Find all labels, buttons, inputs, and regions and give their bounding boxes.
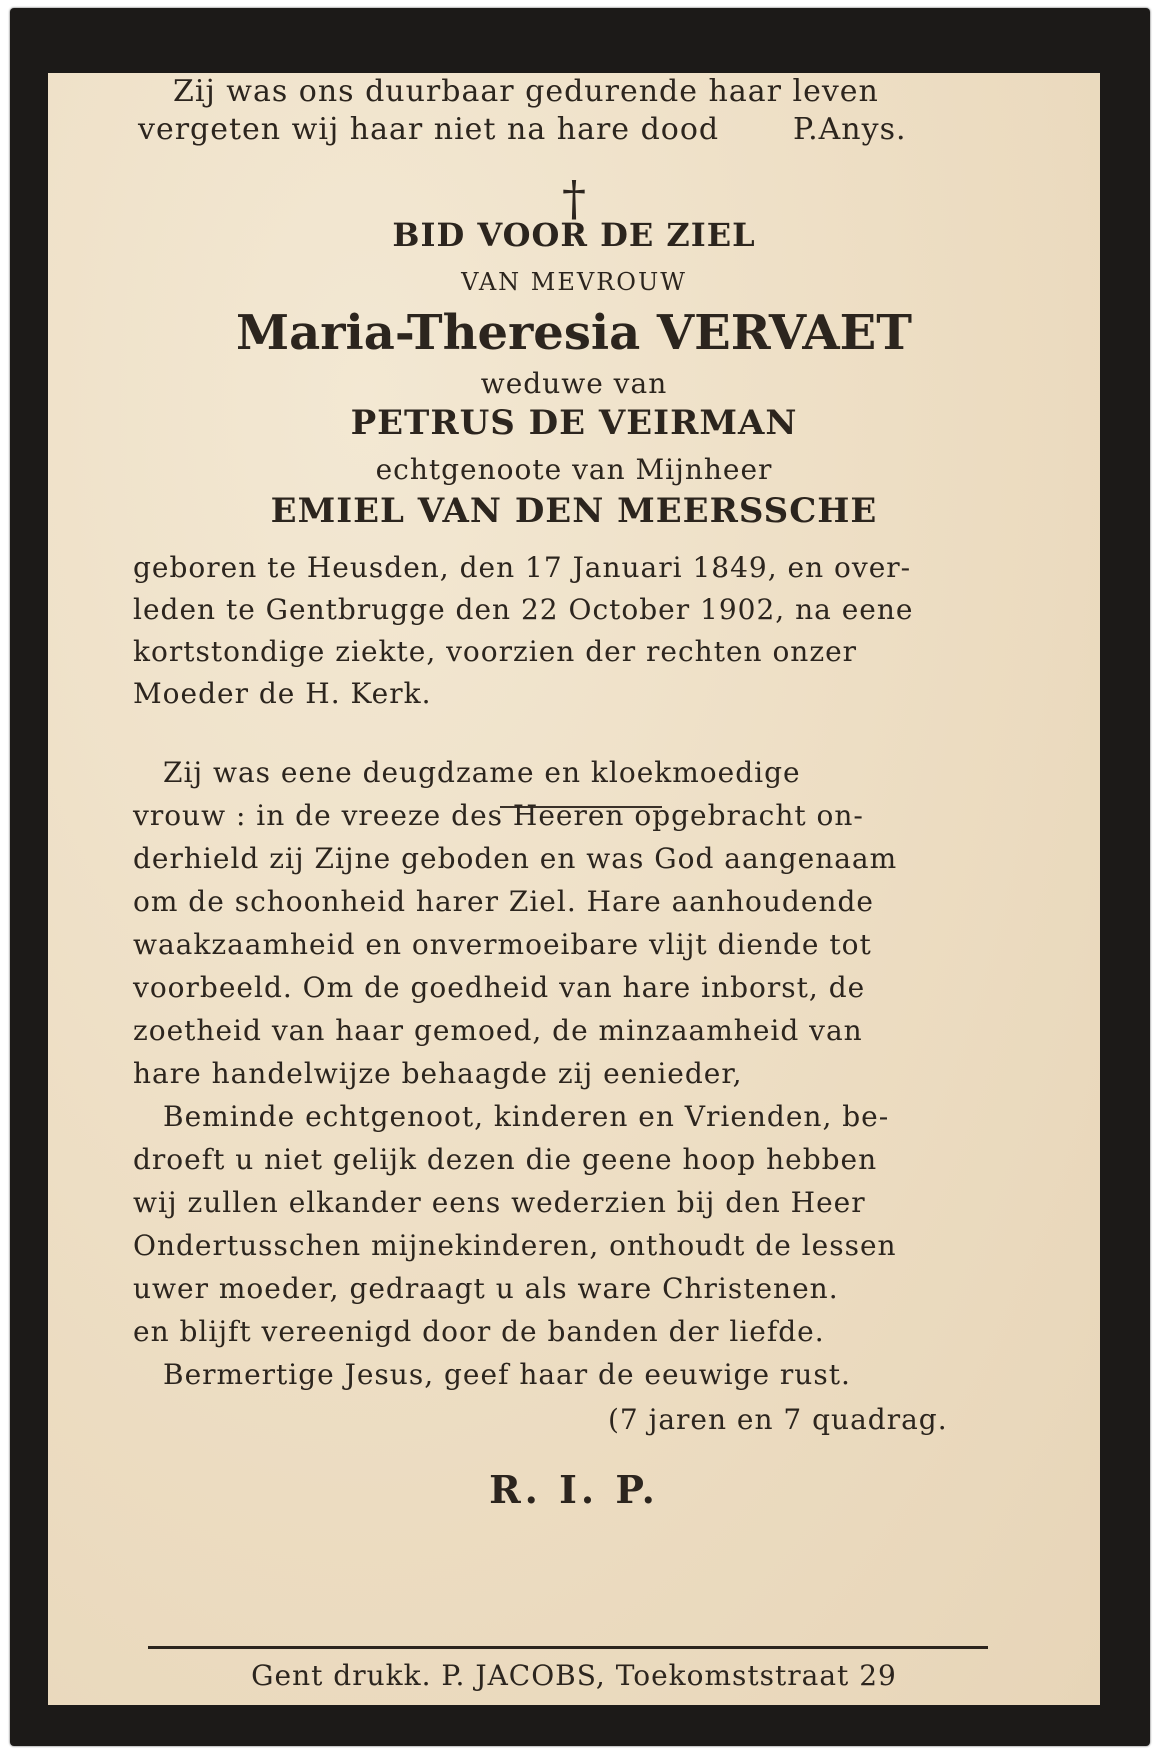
prayer-heading: BID VOOR DE ZIEL xyxy=(392,216,756,254)
prayer-line: Bermertige Jesus, geef haar de eeuwige rust. xyxy=(163,1358,851,1391)
memorial-card xyxy=(10,8,1150,1746)
bio-line-4: Moeder de H. Kerk. xyxy=(133,677,432,710)
bio-line-3: kortstondige ziekte, voorzien der rechten onzer xyxy=(133,635,858,668)
body-line-4: om de schoonheid harer Ziel. Hare aanhoudende xyxy=(133,885,874,918)
widow-of-label: weduwe van xyxy=(480,367,668,400)
rip-text: R. I. P. xyxy=(489,1467,659,1512)
card-paper xyxy=(48,73,1100,1705)
body-line-5: waakzaamheid en onvermoeibare vlijt diende tot xyxy=(133,928,872,961)
van-mevrouw: VAN MEVROUW xyxy=(461,268,687,296)
body-line-12: Ondertusschen mijnekinderen, onthoudt de lessen xyxy=(133,1229,897,1262)
body-line-6: voorbeeld. Om de goedheid van hare inborst, de xyxy=(133,971,866,1004)
footer-rule xyxy=(148,1646,988,1649)
first-husband-name: PETRUS DE VEIRMAN xyxy=(350,403,798,443)
indulgence-note: (7 jaren en 7 quadrag. xyxy=(608,1403,948,1436)
body-line-2: vrouw : in de vreeze des Heeren opgebracht on- xyxy=(133,799,864,832)
bio-line-1: geboren te Heusden, den 17 Januari 1849, en over- xyxy=(133,551,912,584)
quote-line-2: vergeten wij haar niet na hare dood xyxy=(138,112,720,147)
second-husband-name: EMIEL VAN DEN MEERSSCHE xyxy=(270,491,878,531)
body-line-8: hare handelwijze behaagde zij eenieder, xyxy=(133,1057,743,1090)
body-line-11: wij zullen elkander eens wederzien bij den Heer xyxy=(133,1186,866,1219)
spouse-of-label: echtgenoote van Mijnheer xyxy=(375,453,773,486)
deceased-name: Maria-Theresia VERVAET xyxy=(236,305,912,361)
body-line-10: droeft u niet gelijk dezen die geene hoop hebben xyxy=(133,1143,878,1176)
printer-imprint: Gent drukk. P. JACOBS, Toekomststraat 29 xyxy=(251,1659,897,1692)
body-line-3: derhield zij Zijne geboden en was God aangenaam xyxy=(133,842,898,875)
quote-line-1: Zij was ons duurbaar gedurende haar leven xyxy=(173,74,879,109)
body-line-14: en blijft vereenigd door de banden der liefde. xyxy=(133,1315,825,1348)
bio-line-2: leden te Gentbrugge den 22 October 1902, na eene xyxy=(133,593,914,626)
cross-icon: † xyxy=(562,171,586,227)
body-line-9: Beminde echtgenoot, kinderen en Vrienden, be- xyxy=(163,1100,890,1133)
quote-author: P.Anys. xyxy=(793,112,907,147)
body-line-13: uwer moeder, gedraagt u als ware Christenen. xyxy=(133,1272,839,1305)
body-line-1: Zij was eene deugdzame en kloekmoedige xyxy=(163,756,801,789)
body-line-7: zoetheid van haar gemoed, de minzaamheid van xyxy=(133,1014,863,1047)
